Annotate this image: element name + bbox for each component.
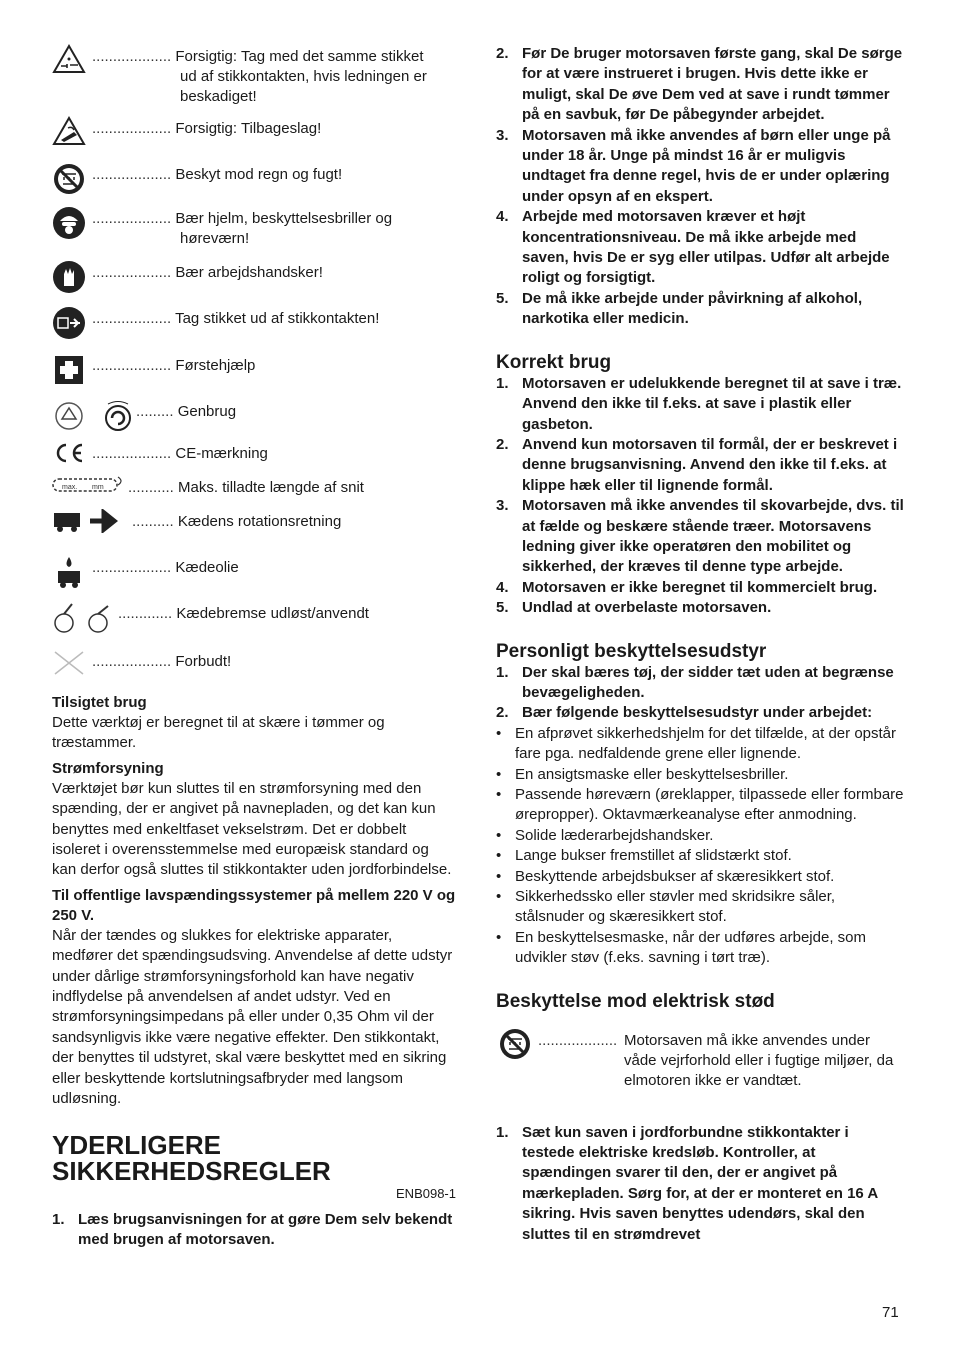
gloves-icon — [52, 260, 88, 294]
symbol-row — [52, 44, 456, 116]
list-item: 2. Bær følgende beskyttelsesudstyr under arbejdet: — [496, 704, 873, 722]
ppe-list — [496, 663, 904, 724]
list-item: 2. Før De bruger motorsaven første gang, skal De sørge for at være instrueret i brugen. Hvis dette ikke er muligt, skal De øve Dem ved at save i rundt tømmer på en savbuk, før De påbegynder arbejdet. — [496, 45, 903, 124]
symbol-description: ................... Beskyt mod regn og fugt! — [92, 166, 343, 183]
low-voltage-text: Når der tændes og slukkes for elektriske apparater, medfører det spændingsudsving. Anvendelse af dette udstyr under dårlige strømforsyningsforhold kan have negativ indflydelse på anvendelsen af andet udstyr. Ved en strømforsyningsimpedans på eller under 0,35 Ohm vil der sandsynligvis ikke være negative effekter. Den stikkontakt, der benyttes til udstyret, skal være beskyttet med en sikring eller beskyttende kortslutningsafbryder med langsom udløsning. — [52, 926, 453, 1108]
bullet-item: • Lange bukser fremstillet af slidstærkt stof. — [496, 846, 904, 866]
electric-shock-symbol-row — [496, 1023, 904, 1105]
bullet-item: • En afprøvet sikkerhedshjelm for det tilfælde, at der opstår fare pga. nedfaldende grene eller lignende. — [496, 724, 904, 765]
symbol-description: ............. Kædebremse udløst/anvendt — [118, 605, 369, 622]
low-voltage-title: Til offentlige lavspændingssystemer på mellem 220 V og 250 V. — [52, 886, 456, 924]
power-supply-text: Værktøjet bør kun sluttes til en strømforsyning med den spænding, der er angivet på navnepladen, og det kan kun benyttes med enkeltfaset vekselstrøm. Det er dobbelt isoleret i overensstemmelse med europæisk standard og kan derfor også sluttes til stikkontakter uden jordforbindelse. — [52, 779, 452, 879]
symbol-row — [52, 475, 456, 509]
bullet-item: • En ansigtsmaske eller beskyttelsesbriller. — [496, 765, 904, 785]
list-item: 3. Motorsaven må ikke anvendes af børn eller unge på under 18 år. Unge på mindst 16 år er muligvis undtaget fra denne regel, hvis de er under oplæring under opsyn af en ekspert. — [496, 126, 891, 205]
list-item: 4. Arbejde med motorsaven kræver et højt koncentrationsniveau. De må ikke arbejde med saven, hvis De er syg eller utilpas. Udfør alt arbejde roligt og forsigtigt. — [496, 208, 890, 287]
ce-mark-icon — [52, 441, 88, 475]
symbol-description: ................... Kædeolie — [92, 559, 239, 576]
no-rain-icon — [498, 1027, 532, 1061]
chain-brake-icon — [52, 601, 118, 635]
symbol-description: ................... Forsigtig: Tag med det samme stikket ud af stikkontakten, hvis ledningen er beskadiget! — [92, 48, 427, 105]
page-number: 71 — [882, 1304, 899, 1321]
symbol-row — [52, 555, 456, 601]
symbol-row — [52, 649, 456, 695]
list-item: 5. Undlad at overbelaste motorsaven. — [496, 599, 772, 617]
section-title-line-1: YDERLIGERE — [52, 1129, 222, 1160]
recycle-icon — [52, 399, 136, 433]
symbol-row — [52, 441, 456, 475]
list-item: 4. Motorsaven er ikke beregnet til kommercielt brug. — [496, 578, 878, 596]
symbol-description: ................... Tag stikket ud af stikkontakten! — [92, 310, 380, 327]
symbol-row — [52, 162, 456, 206]
leader-dots: ................... — [538, 1031, 618, 1049]
svg-text:max.: max. — [62, 484, 78, 491]
list-item: 2. Anvend kun motorsaven til formål, der er beskrevet i denne brugsanvisning. Anvend den ikke til f.eks. at klippe hæk eller til lignende formål. — [496, 435, 898, 494]
intended-use-text: Dette værktøj er beregnet til at skære i tømmer og træstammer. — [52, 714, 385, 752]
symbol-row — [52, 306, 456, 353]
symbol-row — [52, 509, 456, 555]
unplug-if-damaged-warning-icon — [52, 44, 88, 78]
safety-list-continued — [496, 44, 904, 330]
electric-shock-title: Beskyttelse mod elektrisk stød — [496, 990, 775, 1012]
symbol-row — [52, 399, 456, 441]
chain-rotation-icon — [52, 509, 132, 543]
symbol-description: ......... Genbrug — [136, 403, 237, 420]
symbol-description: ................... CE-mærkning — [92, 445, 268, 462]
no-rain-icon — [52, 162, 88, 196]
section-heading — [52, 1129, 456, 1204]
right-column — [496, 44, 904, 1245]
symbol-row — [52, 260, 456, 306]
forbidden-icon — [52, 649, 88, 683]
symbol-description: .......... Kædens rotationsretning — [132, 513, 342, 530]
correct-use-list — [496, 374, 904, 619]
symbol-row — [52, 601, 456, 649]
bullet-item: • Passende høreværn (øreklapper, tilpassede eller formbare ørepropper). Oktavmærkeanalyse efter anmodning. — [496, 785, 904, 826]
kickback-warning-icon — [52, 116, 88, 150]
symbol-description: ................... Førstehjælp — [92, 357, 256, 374]
power-supply-title: Strømforsyning — [52, 759, 164, 777]
max-cut-length-icon — [52, 475, 128, 509]
bullet-item: • Beskyttende arbejdsbukser af skæresikkert stof. — [496, 867, 904, 887]
list-item: 1. Sæt kun saven i jordforbundne stikkontakter i testede elektriske kredsløb. Kontroller, at spændingen svarer til den, der er angivet på mærkepladen. Sørg for, at der er monteret en 16 A sikring. Hvis saven benyttes udendørs, skal den sluttes til en strømdrevet — [496, 1123, 878, 1243]
symbol-row — [52, 116, 456, 162]
intended-use-title: Tilsigtet brug — [52, 694, 147, 711]
bullet-item: • Sikkerhedssko eller støvler med skridsikre såler, stålsnuder og skæresikkert stof. — [496, 887, 904, 928]
electric-shock-text: Motorsaven må ikke anvendes under våde vejrforhold eller i fugtige miljøer, da elmotoren ikke er vandtæt. — [624, 1031, 894, 1090]
ppe-bullet-list — [496, 724, 904, 969]
unplug-icon — [52, 306, 88, 340]
section-code: ENB098-1 — [396, 1185, 456, 1201]
first-aid-icon — [52, 353, 88, 387]
list-item: 1. Læs brugsanvisningen for at gøre Dem selv bekendt med brugen af motorsaven. — [52, 1210, 453, 1249]
ppe-title: Personligt beskyttelsesudstyr — [496, 640, 767, 662]
electric-shock-list — [496, 1123, 904, 1245]
symbol-row — [52, 353, 456, 399]
helmet-goggles-ear-icon — [52, 206, 88, 240]
list-item: 3. Motorsaven må ikke anvendes til skovarbejde, dvs. til at fælde og beskære stående træer. Motorsavens ledning giver ikke operatøren den mobilitet og sikkerhed, der kræves til denne type arbejde. — [496, 497, 904, 576]
list-item: 1. Motorsaven er udelukkende beregnet til at save i træ. Anvend den ikke til f.eks. at save i plastik eller gasbeton. — [496, 374, 902, 433]
list-item: 1. Der skal bæres tøj, der sidder tæt uden at begrænse bevægeligheden. — [496, 663, 894, 701]
safety-list — [52, 1210, 456, 1251]
symbol-description: ........... Maks. tilladte længde af snit — [128, 479, 364, 496]
left-text-block — [52, 693, 456, 1251]
symbol-row — [52, 206, 456, 260]
svg-text:mm: mm — [92, 484, 104, 491]
left-column — [52, 44, 456, 1249]
section-title-line-2: SIKKERHEDSREGLER — [52, 1155, 331, 1186]
symbol-description: ................... Bær hjelm, beskyttelsesbriller og høreværn! — [92, 210, 393, 247]
bullet-item: • Solide læderarbejdshandsker. — [496, 826, 904, 846]
chain-oil-icon — [52, 555, 88, 589]
symbol-description: ................... Bær arbejdshandsker! — [92, 264, 323, 281]
correct-use-title: Korrekt brug — [496, 351, 612, 373]
bullet-item: • En beskyttelsesmaske, når der udføres arbejde, som udvikler støv (f.eks. savning i tørt træ). — [496, 928, 904, 969]
symbol-description: ................... Forsigtig: Tilbageslag! — [92, 120, 322, 137]
list-item: 5. De må ikke arbejde under påvirkning af alkohol, narkotika eller medicin. — [496, 289, 863, 328]
symbol-description: ................... Forbudt! — [92, 653, 232, 670]
